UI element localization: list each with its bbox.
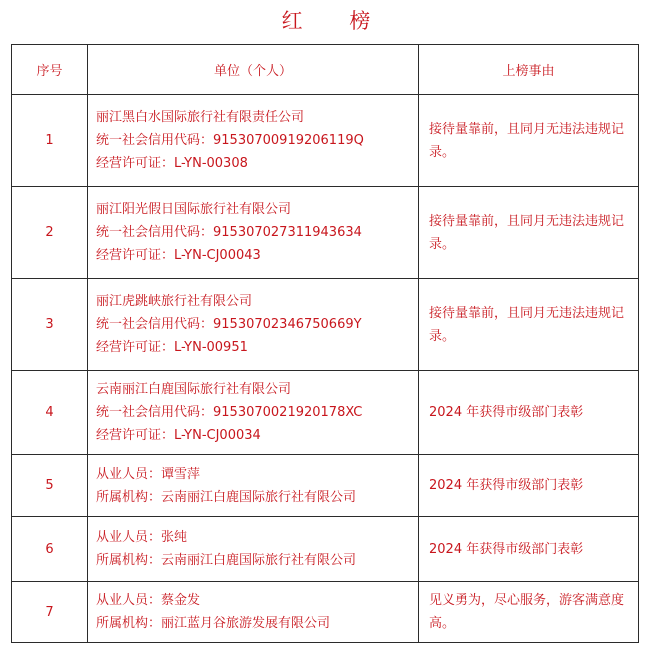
row-unit [88,371,419,455]
unit-name: 丽江阳光假日国际旅行社有限公司 [96,202,292,217]
credit-code: 统一社会信用代码：91530700919206119Q [96,133,364,148]
honor-roll-table [11,44,639,643]
affiliated-agency: 所属机构：云南丽江白鹿国际旅行社有限公司 [96,489,357,505]
table-row [12,371,639,455]
credit-code: 统一社会信用代码：915307027311943634 [96,225,362,240]
row-reason: 接待量靠前，且同月无违法违规记录。 [419,187,639,279]
row-index: 6 [12,517,88,582]
row-index: 1 [12,95,88,187]
affiliated-agency: 所属机构：丽江蓝月谷旅游发展有限公司 [96,616,331,631]
row-reason: 2024 年获得市级部门表彰 [419,371,639,455]
table-row [12,582,639,643]
credit-code: 统一社会信用代码：91530702346750669Y [96,317,362,332]
row-unit [88,187,419,279]
practitioner-name: 从业人员：蔡金发 [96,593,201,608]
header-index: 序号 [12,45,88,95]
table-row [12,455,639,517]
table-header-row [12,45,639,95]
table-row [12,187,639,279]
license-number: 经营许可证：L-YN-00951 [96,340,248,355]
row-index: 4 [12,371,88,455]
license-number: 经营许可证：L-YN-00308 [96,156,248,171]
row-index: 5 [12,455,88,517]
header-reason: 上榜事由 [419,45,639,95]
license-number: 经营许可证：L-YN-CJ00034 [96,428,261,443]
practitioner-name: 从业人员：谭雪萍 [96,466,201,482]
unit-name: 丽江黑白水国际旅行社有限责任公司 [96,110,305,125]
license-number: 经营许可证：L-YN-CJ00043 [96,248,261,263]
header-unit: 单位（个人） [88,45,419,95]
page-title: 红 榜 [281,9,391,33]
table-row [12,279,639,371]
table-row [12,517,639,582]
row-index: 3 [12,279,88,371]
practitioner-name: 从业人员：张纯 [96,530,188,545]
affiliated-agency: 所属机构：云南丽江白鹿国际旅行社有限公司 [96,553,357,568]
row-index: 7 [12,582,88,643]
credit-code: 统一社会信用代码：9153070021920178XC [96,405,363,420]
row-unit [88,455,419,517]
row-unit [88,517,419,582]
row-index: 2 [12,187,88,279]
row-reason: 接待量靠前，且同月无违法违规记录。 [419,95,639,187]
row-reason: 2024 年获得市级部门表彰 [419,455,639,517]
row-unit [88,95,419,187]
row-reason: 见义勇为，尽心服务，游客满意度高。 [419,582,639,643]
unit-name: 丽江虎跳峡旅行社有限公司 [96,294,253,309]
row-unit [88,582,419,643]
unit-name: 云南丽江白鹿国际旅行社有限公司 [96,382,292,397]
table-row [12,95,639,187]
row-reason: 接待量靠前，且同月无违法违规记录。 [419,279,639,371]
row-reason: 2024 年获得市级部门表彰 [419,517,639,582]
row-unit [88,279,419,371]
